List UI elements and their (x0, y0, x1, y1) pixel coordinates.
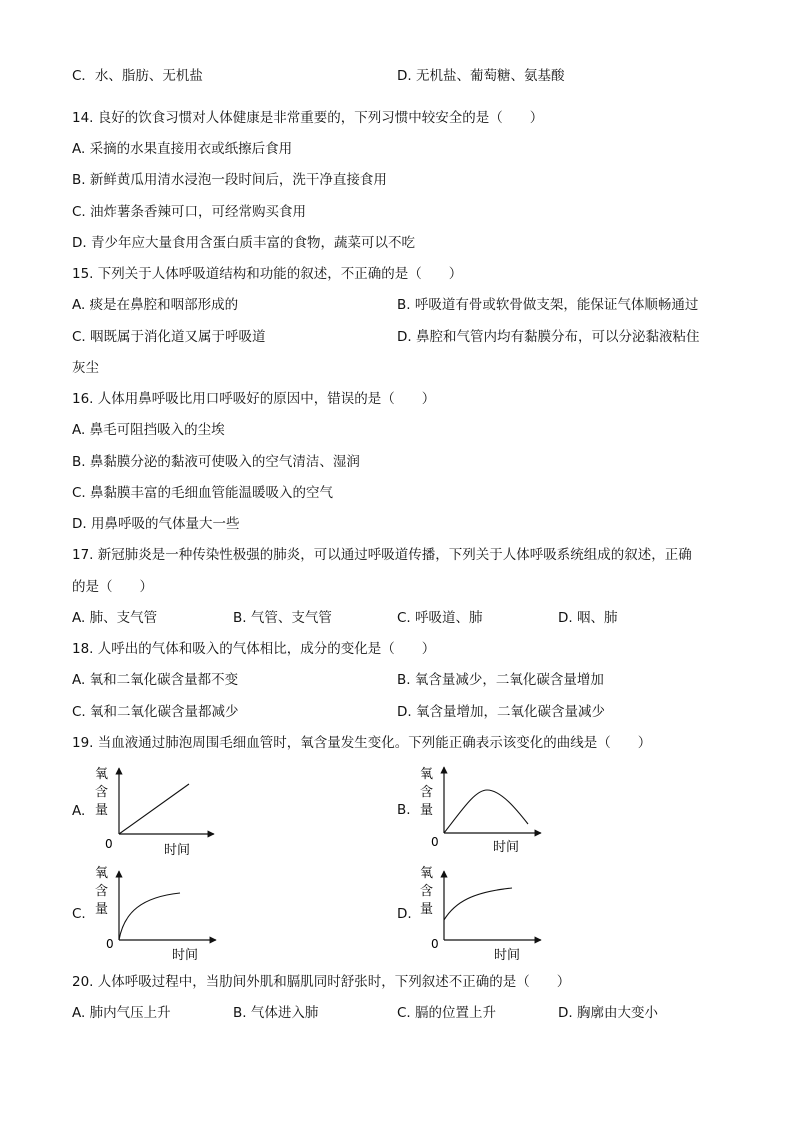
graph-a-ylabel-2: 含 (95, 785, 109, 800)
question-16-stem: 16. 人体用鼻呼吸比用口呼吸好的原因中，错误的是（ ） (72, 391, 436, 407)
question-17-option-d: D. 咽、肺 (558, 610, 618, 626)
question-18-option-d: D. 氧含量增加，二氧化碳含量减少 (397, 704, 605, 720)
graph-b-origin: 0 (431, 835, 439, 849)
graph-a (92, 762, 222, 860)
question-17-option-a: A. 肺、支气管 (72, 610, 158, 626)
question-16-option-c: C. 鼻黏膜丰富的毛细血管能温暖吸入的空气 (72, 485, 334, 501)
question-17-stem: 17. 新冠肺炎是一种传染性极强的肺炎，可以通过呼吸道传播，下列关于人体呼吸系统组成的叙述，正确 (72, 547, 692, 563)
graph-c-option-label: C. (72, 906, 86, 922)
graph-d-ylabel-3: 量 (420, 902, 434, 917)
graph-a-ylabel-1: 氧 (95, 767, 109, 782)
graph-c-ylabel-1: 氧 (95, 866, 109, 881)
graph-b-ylabel-1: 氧 (420, 767, 434, 782)
question-19-stem: 19. 当血液通过肺泡周围毛细血管时，氧含量发生变化。下列能正确表示该变化的曲线是（ ） (72, 735, 652, 751)
question-15-option-b: B. 呼吸道有骨或软骨做支架，能保证气体顺畅通过 (397, 297, 699, 313)
graph-d-ylabel-1: 氧 (420, 866, 434, 881)
graph-d-ylabel-2: 含 (420, 884, 434, 899)
question-18-option-c: C. 氧和二氧化碳含量都减少 (72, 704, 239, 720)
graph-d-xlabel: 时间 (494, 948, 521, 962)
question-16-option-a: A. 鼻毛可阻挡吸入的尘埃 (72, 422, 225, 438)
question-14-option-b: B. 新鲜黄瓜用清水浸泡一段时间后，洗干净直接食用 (72, 172, 387, 188)
question-14-option-c: C. 油炸薯条香辣可口，可经常购买食用 (72, 204, 307, 220)
graph-a-ylabel-3: 量 (95, 803, 109, 818)
question-15-option-a: A. 痰是在鼻腔和咽部形成的 (72, 297, 239, 313)
graph-c-curve (119, 893, 180, 940)
question-16-option-b: B. 鼻黏膜分泌的黏液可使吸入的空气清洁、湿润 (72, 454, 360, 470)
graph-c-origin: 0 (106, 937, 114, 951)
question-20-option-c: C. 膈的位置上升 (397, 1005, 497, 1021)
graph-d (417, 862, 547, 962)
question-17-option-b: B. 气管、支气管 (233, 610, 332, 626)
graph-c (92, 862, 222, 962)
question-18-option-b: B. 氧含量减少，二氧化碳含量增加 (397, 672, 604, 688)
question-20-option-d: D. 胸廓由大变小 (558, 1005, 658, 1021)
graph-d-origin: 0 (431, 937, 439, 951)
graph-a-origin: 0 (105, 837, 113, 851)
question-20-option-b: B. 气体进入肺 (233, 1005, 319, 1021)
question-15-option-c: C. 咽既属于消化道又属于呼吸道 (72, 329, 266, 345)
graph-b-option-label: B. (397, 802, 411, 818)
graph-b (417, 762, 547, 860)
graph-d-option-label: D. (397, 906, 412, 922)
question-20-option-a: A. 肺内气压上升 (72, 1005, 171, 1021)
option-d-prev: D. 无机盐、葡萄糖、氨基酸 (397, 68, 565, 84)
graph-a-xlabel: 时间 (164, 843, 191, 858)
graph-b-curve (444, 790, 528, 833)
graph-d-curve (444, 888, 512, 920)
graph-b-ylabel-3: 量 (420, 803, 434, 818)
graph-c-ylabel-2: 含 (95, 884, 109, 899)
graph-b-ylabel-2: 含 (420, 785, 434, 800)
question-15-stem: 15. 下列关于人体呼吸道结构和功能的叙述，不正确的是（ ） (72, 266, 463, 282)
option-c-prev: C．水、脂肪、无机盐 (72, 68, 203, 84)
graph-a-option-label: A. (72, 803, 86, 819)
question-20-stem: 20. 人体呼吸过程中，当肋间外肌和膈肌同时舒张时，下列叙述不正确的是（ ） (72, 974, 571, 990)
question-16-option-d: D. 用鼻呼吸的气体量大一些 (72, 516, 240, 532)
graph-a-curve (119, 784, 189, 834)
question-17-stem-continued: 的是（ ） (72, 579, 153, 595)
graph-c-xlabel: 时间 (172, 948, 199, 962)
graph-b-xlabel: 时间 (493, 840, 520, 855)
question-15-option-d: D. 鼻腔和气管内均有黏膜分布，可以分泌黏液粘住 (397, 329, 700, 345)
question-14-option-a: A. 采摘的水果直接用衣或纸擦后食用 (72, 141, 293, 157)
question-14-option-d: D. 青少年应大量食用含蛋白质丰富的食物，蔬菜可以不吃 (72, 235, 415, 251)
question-14-stem: 14. 良好的饮食习惯对人体健康是非常重要的，下列习惯中较安全的是（ ） (72, 110, 544, 126)
question-17-option-c: C. 呼吸道、肺 (397, 610, 483, 626)
question-18-option-a: A. 氧和二氧化碳含量都不变 (72, 672, 239, 688)
graph-c-ylabel-3: 量 (95, 902, 109, 917)
question-15-option-d-continued: 灰尘 (72, 360, 99, 376)
question-18-stem: 18. 人呼出的气体和吸入的气体相比，成分的变化是（ ） (72, 641, 436, 657)
